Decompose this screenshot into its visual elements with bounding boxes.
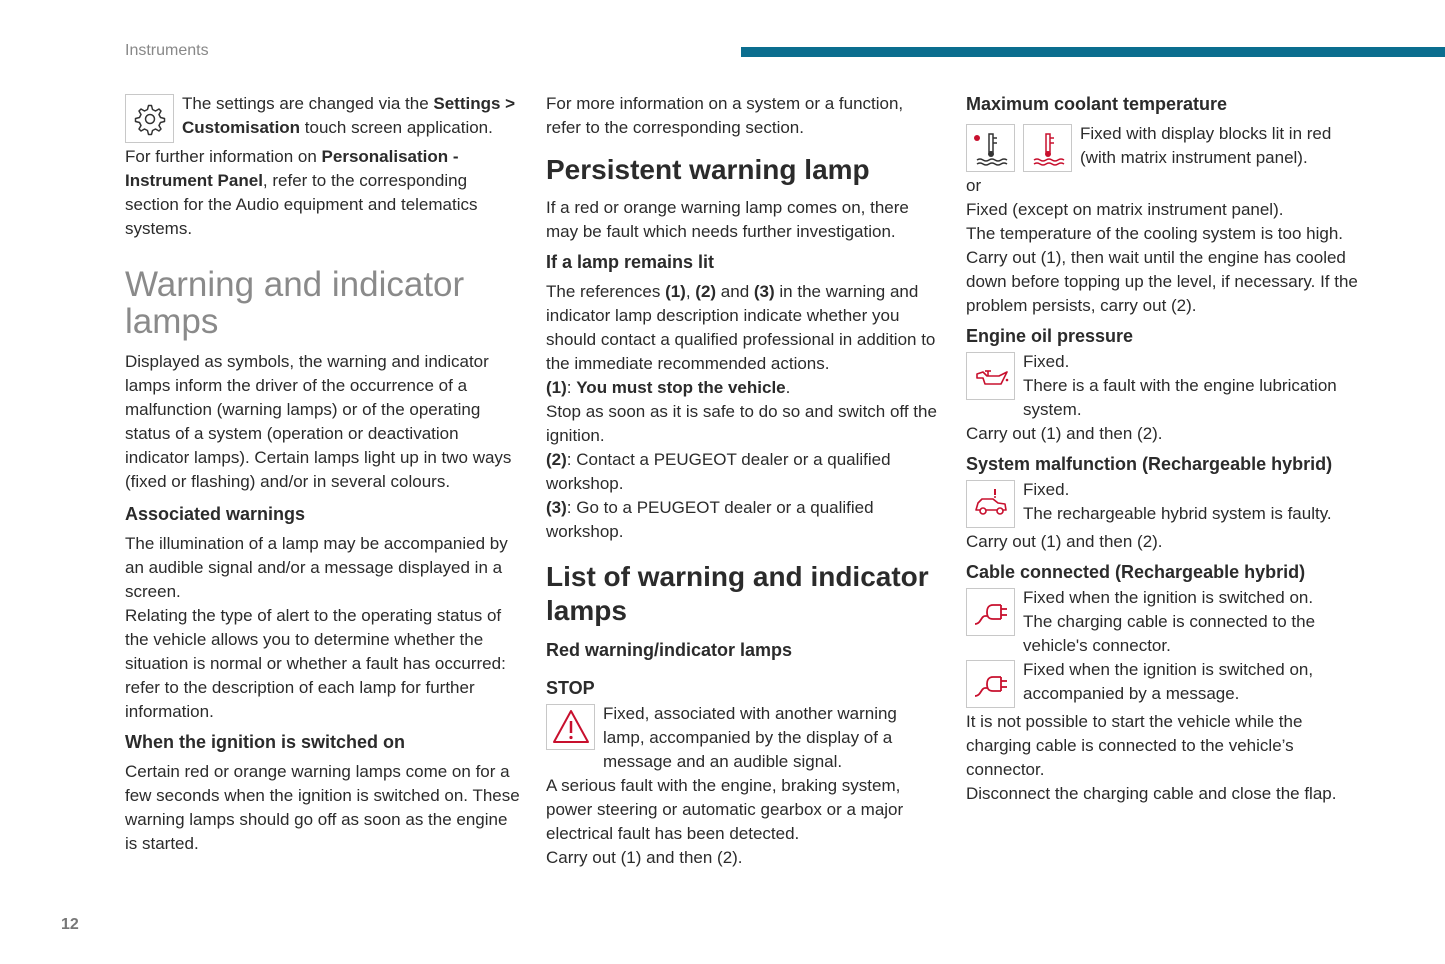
cable-paragraph-4: It is not possible to start the vehicle while the charging cable is connected to the vehicle’s connector. — [966, 712, 1303, 779]
column-2 — [546, 92, 941, 870]
charging-plug-icon-message — [966, 660, 1015, 708]
ref2-line: (2): Contact a PEUGEOT dealer or a qualified workshop. — [546, 450, 891, 493]
coolant-paragraph-4: Carry out (1), then wait until the engine has cooled down before topping up the level, if necessary. If the problem persists, carry out (2). — [966, 248, 1358, 315]
oil-paragraph-1: Fixed. — [1023, 352, 1070, 371]
section-header: Instruments — [125, 42, 209, 59]
column-3 — [966, 92, 1366, 806]
hybrid-car-fault-icon — [966, 480, 1015, 528]
persistent-paragraph: If a red or orange warning lamp comes on, there may be fault which needs further investigation. — [546, 198, 909, 241]
coolant-temperature-icon-red — [1023, 124, 1072, 172]
oil-can-icon — [966, 352, 1015, 400]
personalisation-paragraph: For further information on Personalisation - Instrument Panel, refer to the corresponding section for the Audio equipment and telematics systems. — [125, 147, 478, 238]
stop-paragraph-2: A serious fault with the engine, braking system, power steering or automatic gearbox or a major electrical fault has been detected. — [546, 776, 904, 843]
cable-heading: Cable connected (Rechargeable hybrid) — [966, 562, 1306, 582]
associated-paragraph-1: The illumination of a lamp may be accompanied by an audible signal and/or a message displayed in a screen. — [125, 534, 508, 601]
coolant-paragraph-3: The temperature of the cooling system is too high. — [966, 224, 1344, 243]
warning-triangle-icon — [546, 704, 595, 750]
hybrid-paragraph-2: The rechargeable hybrid system is faulty. — [1023, 504, 1332, 523]
coolant-heading: Maximum coolant temperature — [966, 94, 1228, 114]
gear-icon — [125, 94, 174, 143]
ignition-paragraph: Certain red or orange warning lamps come on for a few seconds when the ignition is switched on. These warning lamps should go off as soon as the engine is started. — [125, 762, 520, 853]
ref1-line: (1): You must stop the vehicle. — [546, 378, 791, 397]
column-1 — [125, 92, 520, 856]
coolant-or: or — [966, 176, 982, 195]
associated-warnings-heading: Associated warnings — [125, 504, 306, 524]
header-accent-bar — [741, 47, 1445, 57]
coolant-paragraph-2: Fixed (except on matrix instrument panel). — [966, 200, 1284, 219]
ref3-line: (3): Go to a PEUGEOT dealer or a qualified workshop. — [546, 498, 874, 541]
coolant-paragraph-1: Fixed with display blocks lit in red (with matrix instrument panel). — [1080, 124, 1332, 167]
oil-paragraph-3: Carry out (1) and then (2). — [966, 424, 1163, 443]
stop-paragraph-1: Fixed, associated with another warning lamp, accompanied by the display of a message and an audible signal. — [603, 704, 897, 771]
coolant-temperature-icon — [966, 124, 1015, 172]
page-number: 12 — [61, 916, 79, 933]
more-info-paragraph: For more information on a system or a function, refer to the corresponding section. — [546, 94, 904, 137]
red-lamps-heading: Red warning/indicator lamps — [546, 640, 793, 660]
page-title: Warning and indicator lamps — [125, 265, 465, 341]
hybrid-paragraph-3: Carry out (1) and then (2). — [966, 532, 1163, 551]
ref1-detail: Stop as soon as it is safe to do so and switch off the ignition. — [546, 402, 937, 445]
references-paragraph: The references (1), (2) and (3) in the warning and indicator lamp description indicate whether you should contact a qualified professional in addition to the immediate recommended actions. — [546, 282, 936, 373]
stop-paragraph-3: Carry out (1) and then (2). — [546, 848, 743, 867]
charging-plug-icon — [966, 588, 1015, 636]
oil-paragraph-2: There is a fault with the engine lubrication system. — [1023, 376, 1337, 419]
cable-paragraph-1: Fixed when the ignition is switched on. — [1023, 588, 1314, 607]
hybrid-fault-heading: System malfunction (Rechargeable hybrid) — [966, 454, 1333, 474]
ignition-heading: When the ignition is switched on — [125, 732, 405, 752]
personalisation-ref: Personalisation - Instrument Panel — [125, 147, 459, 190]
stop-heading: STOP — [546, 678, 595, 698]
oil-pressure-heading: Engine oil pressure — [966, 326, 1134, 346]
cable-paragraph-2: The charging cable is connected to the vehicle's connector. — [1023, 612, 1316, 655]
intro-paragraph: Displayed as symbols, the warning and indicator lamps inform the driver of the occurrence of a malfunction (warning lamps) or of the operating status of a system (operation or deactivation indicator lamps). Certain lamps light up in two ways (fixed or flashing) and/or in several colours. — [125, 352, 512, 491]
persistent-lamp-title: Persistent warning lamp — [546, 154, 870, 185]
hybrid-paragraph-1: Fixed. — [1023, 480, 1070, 499]
cable-paragraph-5: Disconnect the charging cable and close the flap. — [966, 784, 1337, 803]
settings-path: Settings > Customisation — [182, 94, 516, 137]
associated-paragraph-2: Relating the type of alert to the operating status of the vehicle allows you to determine whether the situation is normal or whether a fault has occurred: refer to the description of each lamp for further information. — [125, 606, 506, 721]
lamp-lit-heading: If a lamp remains lit — [546, 252, 715, 272]
cable-paragraph-3: Fixed when the ignition is switched on, accompanied by a message. — [1023, 660, 1314, 703]
list-title: List of warning and indicator lamps — [546, 561, 929, 626]
settings-paragraph: The settings are changed via the Settings > Customisation touch screen application. — [182, 94, 516, 137]
